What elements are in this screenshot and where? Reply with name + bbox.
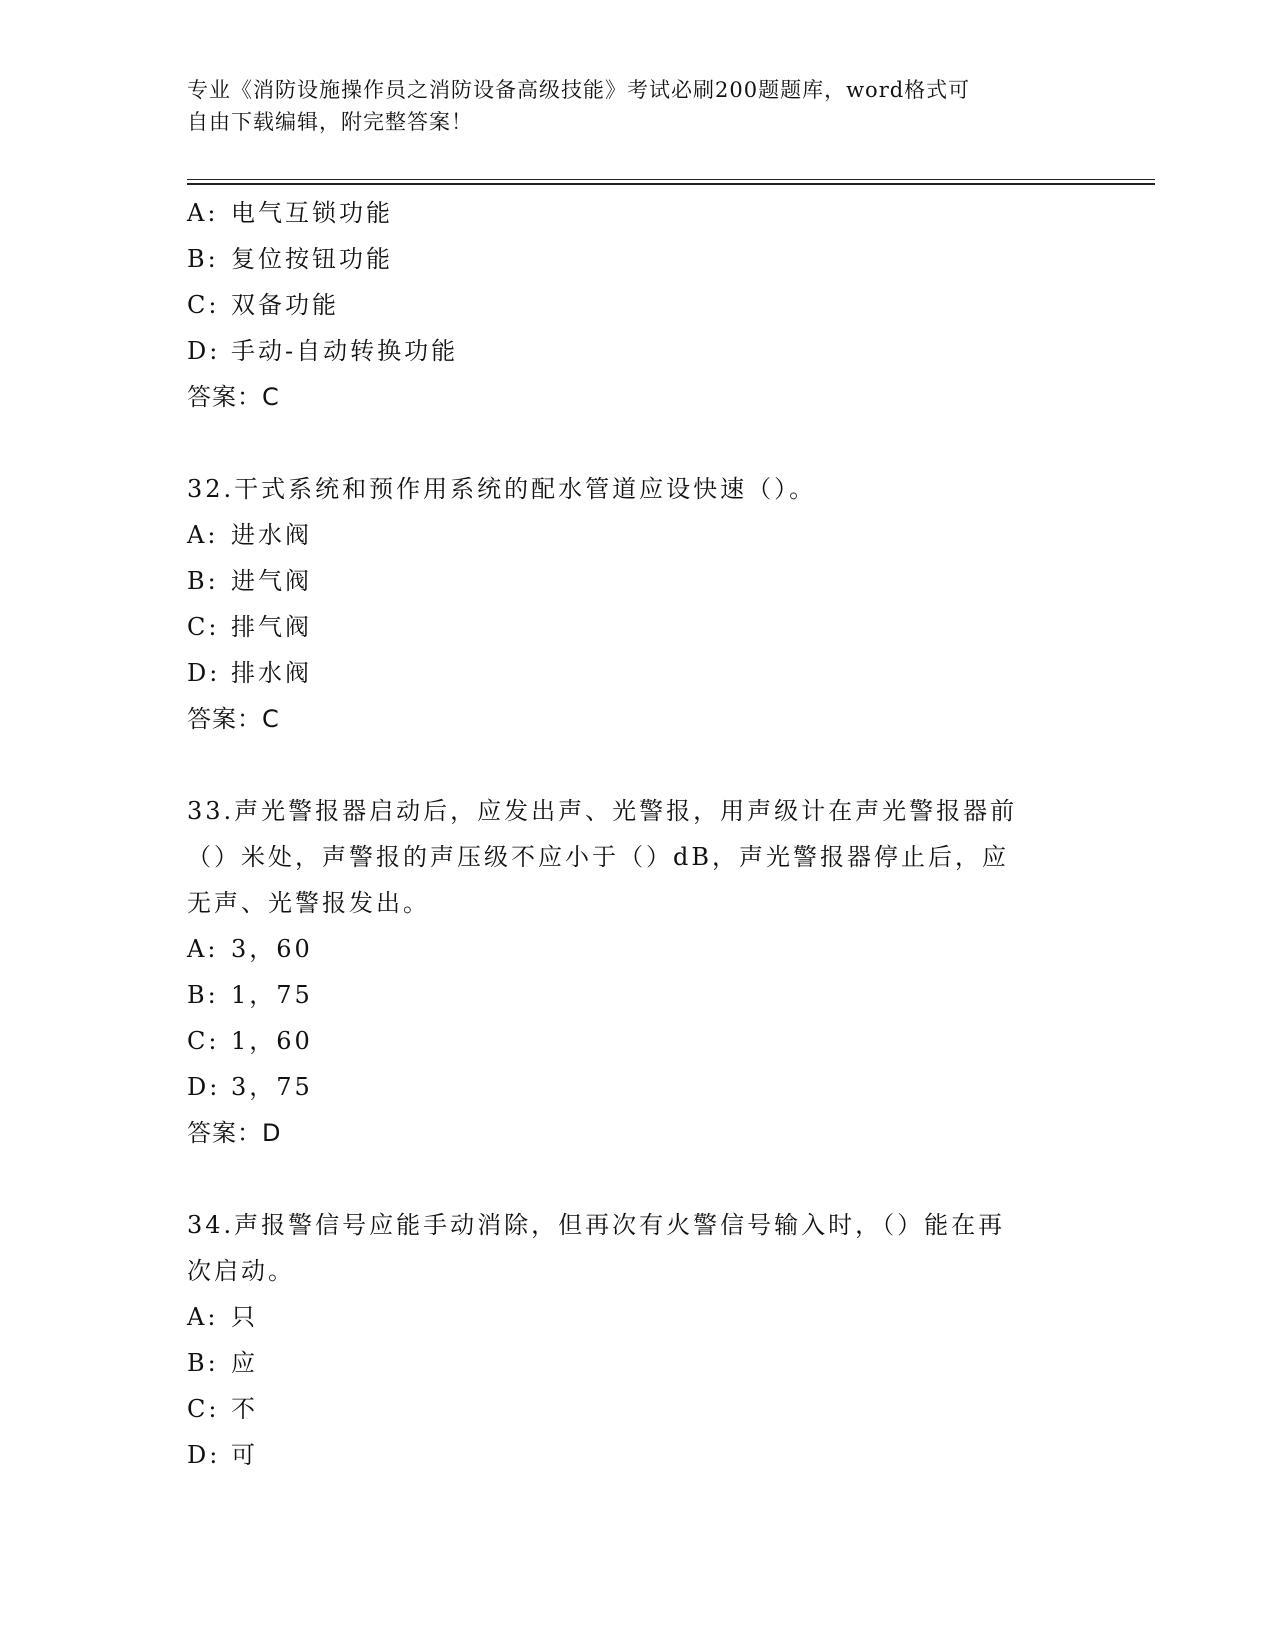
question-content [187, 190, 1087, 1478]
option-text: 进气阀 [231, 567, 312, 595]
header-line-2: 自由下载编辑，附完整答案！ [187, 110, 473, 134]
question-text-line-1: 34.声报警信号应能手动消除，但再次有火警信号输入时，（）能在再 [187, 1211, 1006, 1239]
header-divider-thin [187, 179, 1155, 180]
option-letter: D: [187, 1073, 221, 1101]
question-text-line-2: （）米处，声警报的声压级不应小于（）dB，声光警报器停止后，应 [187, 843, 1009, 871]
question-text: 32.干式系统和预作用系统的配水管道应设快速（）。 [187, 475, 817, 503]
question-text-line-2: 次启动。 [187, 1257, 295, 1285]
option-d [187, 650, 1087, 696]
option-a [187, 512, 1087, 558]
option-text: 不 [231, 1395, 258, 1423]
option-text: 只 [231, 1303, 258, 1331]
option-text: 进水阀 [231, 521, 312, 549]
option-a [187, 1294, 1087, 1340]
option-a [187, 190, 1087, 236]
option-letter: A: [187, 935, 219, 963]
answer-line: 答案：C [187, 383, 280, 411]
option-b [187, 236, 1087, 282]
option-letter: A: [187, 199, 219, 227]
option-c [187, 1386, 1087, 1432]
option-letter: A: [187, 1303, 219, 1331]
option-text: 手动-自动转换功能 [231, 337, 459, 365]
option-d [187, 1432, 1087, 1478]
option-text: 排水阀 [231, 659, 312, 687]
option-text: 排气阀 [231, 613, 312, 641]
header-line-1: 专业《消防设施操作员之消防设备高级技能》考试必刷200题题库，word格式可 [187, 78, 971, 102]
option-b [187, 1340, 1087, 1386]
question-32-block [187, 466, 1087, 742]
option-b [187, 558, 1087, 604]
option-letter: D: [187, 659, 221, 687]
answer-line: 答案：D [187, 1119, 282, 1147]
option-letter: B: [187, 981, 219, 1009]
option-letter: C: [187, 613, 220, 641]
option-letter: B: [187, 567, 219, 595]
option-letter: D: [187, 1441, 221, 1469]
option-text: 1，75 [231, 981, 313, 1009]
spacer [187, 1156, 1087, 1202]
question-33-block [187, 788, 1087, 1156]
option-text: 3，60 [231, 935, 313, 963]
option-d [187, 1064, 1087, 1110]
question-31-block [187, 190, 1087, 420]
spacer [187, 742, 1087, 788]
spacer [187, 420, 1087, 466]
option-c [187, 282, 1087, 328]
answer-line: 答案：C [187, 705, 280, 733]
option-letter: B: [187, 1349, 219, 1377]
question-34-block [187, 1202, 1087, 1478]
option-text: 电气互锁功能 [231, 199, 393, 227]
option-text: 应 [231, 1349, 258, 1377]
header-divider-thick [187, 183, 1155, 185]
question-text-line-1: 33.声光警报器启动后，应发出声、光警报，用声级计在声光警报器前 [187, 797, 1018, 825]
option-letter: C: [187, 1395, 220, 1423]
option-text: 1，60 [231, 1027, 313, 1055]
option-letter: D: [187, 337, 221, 365]
option-letter: C: [187, 291, 220, 319]
document-header [187, 74, 1067, 138]
option-c [187, 604, 1087, 650]
option-letter: A: [187, 521, 219, 549]
option-d [187, 328, 1087, 374]
option-text: 可 [231, 1441, 258, 1469]
option-b [187, 972, 1087, 1018]
option-c [187, 1018, 1087, 1064]
question-text-line-3: 无声、光警报发出。 [187, 889, 430, 917]
option-text: 3，75 [231, 1073, 313, 1101]
option-letter: C: [187, 1027, 220, 1055]
option-a [187, 926, 1087, 972]
option-letter: B: [187, 245, 219, 273]
option-text: 复位按钮功能 [231, 245, 393, 273]
option-text: 双备功能 [231, 291, 339, 319]
